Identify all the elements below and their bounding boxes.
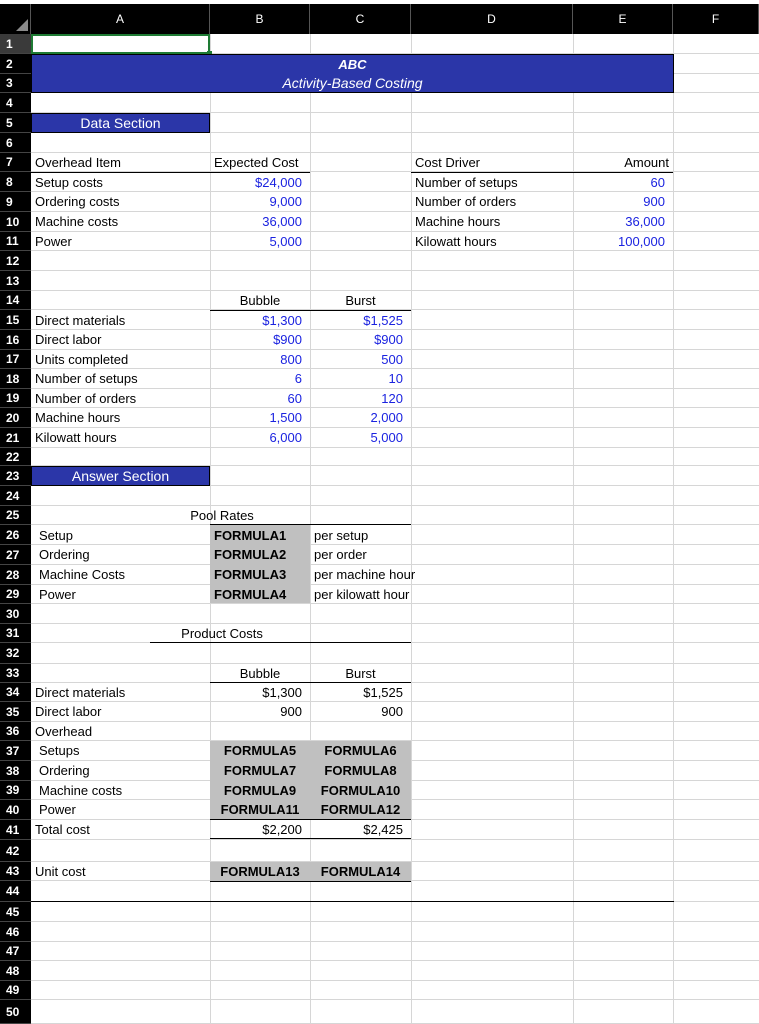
expected-cost-value: $24,000	[255, 175, 302, 190]
row-header[interactable]: 48	[0, 961, 31, 981]
expected-cost-header: Expected Cost	[214, 155, 299, 170]
row-header[interactable]: 29	[0, 585, 31, 604]
overhead-cost-label: Ordering	[39, 763, 90, 778]
bubble-cost: 900	[280, 704, 302, 719]
row-header[interactable]: 45	[0, 902, 31, 922]
bubble-cost: $1,300	[262, 685, 302, 700]
total-cost-label: Total cost	[35, 822, 90, 837]
bubble-formula[interactable]: FORMULA9	[223, 783, 297, 798]
driver-amount-value: 36,000	[625, 214, 665, 229]
pool-rates-title: Pool Rates	[190, 508, 254, 523]
burst-header: Burst	[345, 293, 376, 308]
sheet-subtitle: Activity-Based Costing	[282, 75, 423, 91]
expected-cost-value: 9,000	[269, 194, 302, 209]
column-header-e[interactable]: E	[573, 4, 673, 34]
row-header[interactable]: 27	[0, 545, 31, 565]
row-header[interactable]: 47	[0, 942, 31, 961]
row-header[interactable]: 19	[0, 389, 31, 408]
row-header[interactable]: 14	[0, 291, 31, 310]
row-header[interactable]: 40	[0, 800, 31, 820]
bubble-unit-formula[interactable]: FORMULA13	[220, 864, 300, 879]
row-header[interactable]: 39	[0, 781, 31, 800]
overhead-item-label: Machine costs	[35, 214, 119, 229]
company-title: ABC	[338, 57, 367, 72]
row-header[interactable]: 1	[0, 34, 31, 54]
row-header[interactable]: 16	[0, 330, 31, 350]
overhead-item-label: Power	[35, 234, 72, 249]
row-header[interactable]: 9	[0, 192, 31, 212]
pool-rate-formula[interactable]: FORMULA1	[214, 528, 287, 543]
burst-value: $1,525	[363, 313, 403, 328]
cost-driver-header: Cost Driver	[415, 155, 481, 170]
burst-cost: $1,525	[363, 685, 403, 700]
burst-total: $2,425	[363, 822, 403, 837]
bubble-value: $900	[273, 332, 302, 347]
column-header-b[interactable]: B	[210, 4, 310, 34]
cost-driver-label: Number of setups	[415, 175, 518, 190]
bubble-formula[interactable]: FORMULA5	[223, 743, 297, 758]
bubble-header: Bubble	[239, 666, 281, 681]
driver-amount-value: 60	[650, 175, 665, 190]
product-data-label: Direct labor	[35, 332, 102, 347]
bubble-value: 1,500	[269, 410, 302, 425]
pool-rate-unit: per machine hour	[314, 567, 416, 582]
overhead-cost-label: Power	[39, 802, 76, 817]
row-header[interactable]: 49	[0, 981, 31, 1000]
product-costs-title: Product Costs	[181, 626, 263, 641]
row-header[interactable]: 21	[0, 428, 31, 448]
bubble-value: 800	[280, 352, 302, 367]
answer-section-label: Answer Section	[71, 468, 170, 484]
row-header[interactable]: 32	[0, 643, 31, 664]
row-header[interactable]: 7	[0, 153, 31, 172]
row-header[interactable]: 11	[0, 232, 31, 251]
row-header[interactable]: 28	[0, 565, 31, 585]
row-header[interactable]: 36	[0, 722, 31, 741]
product-data-label: Direct materials	[35, 313, 126, 328]
column-header-d[interactable]: D	[411, 4, 573, 34]
row-header[interactable]: 5	[0, 113, 31, 133]
burst-value: 5,000	[370, 430, 403, 445]
row-header[interactable]: 22	[0, 448, 31, 466]
row-header[interactable]: 26	[0, 525, 31, 545]
unit-cost-label: Unit cost	[35, 864, 86, 879]
bubble-value: 6,000	[269, 430, 302, 445]
row-header[interactable]: 43	[0, 862, 31, 881]
row-header[interactable]: 34	[0, 683, 31, 702]
row-header[interactable]: 23	[0, 466, 31, 486]
cost-row-label: Direct labor	[35, 704, 102, 719]
pool-rate-label: Setup	[39, 528, 73, 543]
pool-rate-unit: per order	[314, 547, 367, 562]
product-data-label: Number of setups	[35, 371, 138, 386]
bubble-value: 6	[294, 371, 302, 386]
select-all-corner[interactable]	[0, 4, 31, 34]
row-header[interactable]: 38	[0, 761, 31, 781]
product-data-label: Machine hours	[35, 410, 121, 425]
row-header[interactable]: 25	[0, 506, 31, 525]
row-header[interactable]: 41	[0, 820, 31, 840]
row-header[interactable]: 24	[0, 486, 31, 506]
row-header[interactable]: 12	[0, 251, 31, 271]
row-header[interactable]: 4	[0, 93, 31, 113]
burst-value: 10	[388, 371, 403, 386]
burst-formula[interactable]: FORMULA12	[320, 802, 401, 817]
cost-driver-label: Machine hours	[415, 214, 501, 229]
row-header[interactable]: 42	[0, 840, 31, 862]
row-header[interactable]: 31	[0, 624, 31, 643]
row-header[interactable]: 44	[0, 881, 31, 902]
bubble-formula[interactable]: FORMULA11	[220, 802, 300, 817]
product-data-label: Kilowatt hours	[35, 430, 117, 445]
column-header-a[interactable]: A	[31, 4, 210, 34]
row-header[interactable]: 15	[0, 310, 31, 330]
burst-formula[interactable]: FORMULA10	[320, 783, 401, 798]
cost-row-label: Direct materials	[35, 685, 126, 700]
burst-header: Burst	[345, 666, 376, 681]
product-data-label: Number of orders	[35, 391, 137, 406]
cost-driver-label: Kilowatt hours	[415, 234, 497, 249]
overhead-item-label: Ordering costs	[35, 194, 120, 209]
product-data-label: Units completed	[35, 352, 129, 367]
expected-cost-value: 36,000	[262, 214, 302, 229]
row-header[interactable]: 30	[0, 604, 31, 624]
row-header[interactable]: 20	[0, 408, 31, 428]
active-cell-a1[interactable]	[31, 34, 210, 54]
burst-formula[interactable]: FORMULA6	[324, 743, 397, 758]
pool-rate-unit: per setup	[314, 528, 369, 543]
overhead-item-label: Setup costs	[35, 175, 103, 190]
pool-rate-unit: per kilowatt hour	[314, 587, 410, 602]
row-header[interactable]: 10	[0, 212, 31, 232]
row-header[interactable]: 2	[0, 54, 31, 74]
burst-formula[interactable]: FORMULA8	[324, 763, 397, 778]
column-header-f[interactable]: F	[673, 4, 759, 34]
row-header[interactable]: 8	[0, 172, 31, 192]
pool-rate-label: Machine Costs	[39, 567, 125, 582]
row-header[interactable]: 50	[0, 1000, 31, 1024]
bubble-total: $2,200	[262, 822, 302, 837]
bubble-value: $1,300	[262, 313, 302, 328]
bubble-formula[interactable]: FORMULA7	[223, 763, 297, 778]
pool-rate-label: Power	[39, 587, 76, 602]
burst-cost: 900	[381, 704, 403, 719]
bubble-header: Bubble	[239, 293, 281, 308]
burst-value: $900	[374, 332, 403, 347]
overhead-cost-label: Setups	[39, 743, 80, 758]
overhead-label: Overhead	[35, 724, 93, 739]
row-header[interactable]: 17	[0, 350, 31, 369]
row-header[interactable]: 46	[0, 922, 31, 942]
burst-value: 120	[381, 391, 403, 406]
driver-amount-value: 900	[643, 194, 665, 209]
burst-value: 2,000	[370, 410, 403, 425]
column-header-c[interactable]: C	[310, 4, 411, 34]
pool-rate-formula[interactable]: FORMULA4	[214, 587, 287, 602]
row-header[interactable]: 6	[0, 133, 31, 153]
row-header[interactable]: 37	[0, 741, 31, 761]
row-header[interactable]: 13	[0, 271, 31, 291]
amount-header: Amount	[624, 155, 669, 170]
data-section-label: Data Section	[80, 115, 161, 131]
overhead-item-header: Overhead Item	[35, 155, 121, 170]
burst-unit-formula[interactable]: FORMULA14	[320, 864, 401, 879]
pool-rate-formula[interactable]: FORMULA3	[214, 567, 287, 582]
row-header[interactable]: 35	[0, 702, 31, 722]
row-header[interactable]: 18	[0, 369, 31, 389]
row-header[interactable]: 3	[0, 74, 31, 93]
bubble-value: 60	[287, 391, 302, 406]
driver-amount-value: 100,000	[618, 234, 665, 249]
expected-cost-value: 5,000	[269, 234, 302, 249]
row-header[interactable]: 33	[0, 664, 31, 683]
pool-rate-formula[interactable]: FORMULA2	[214, 547, 287, 562]
cost-driver-label: Number of orders	[415, 194, 517, 209]
overhead-cost-label: Machine costs	[39, 783, 123, 798]
burst-value: 500	[381, 352, 403, 367]
pool-rate-label: Ordering	[39, 547, 90, 562]
